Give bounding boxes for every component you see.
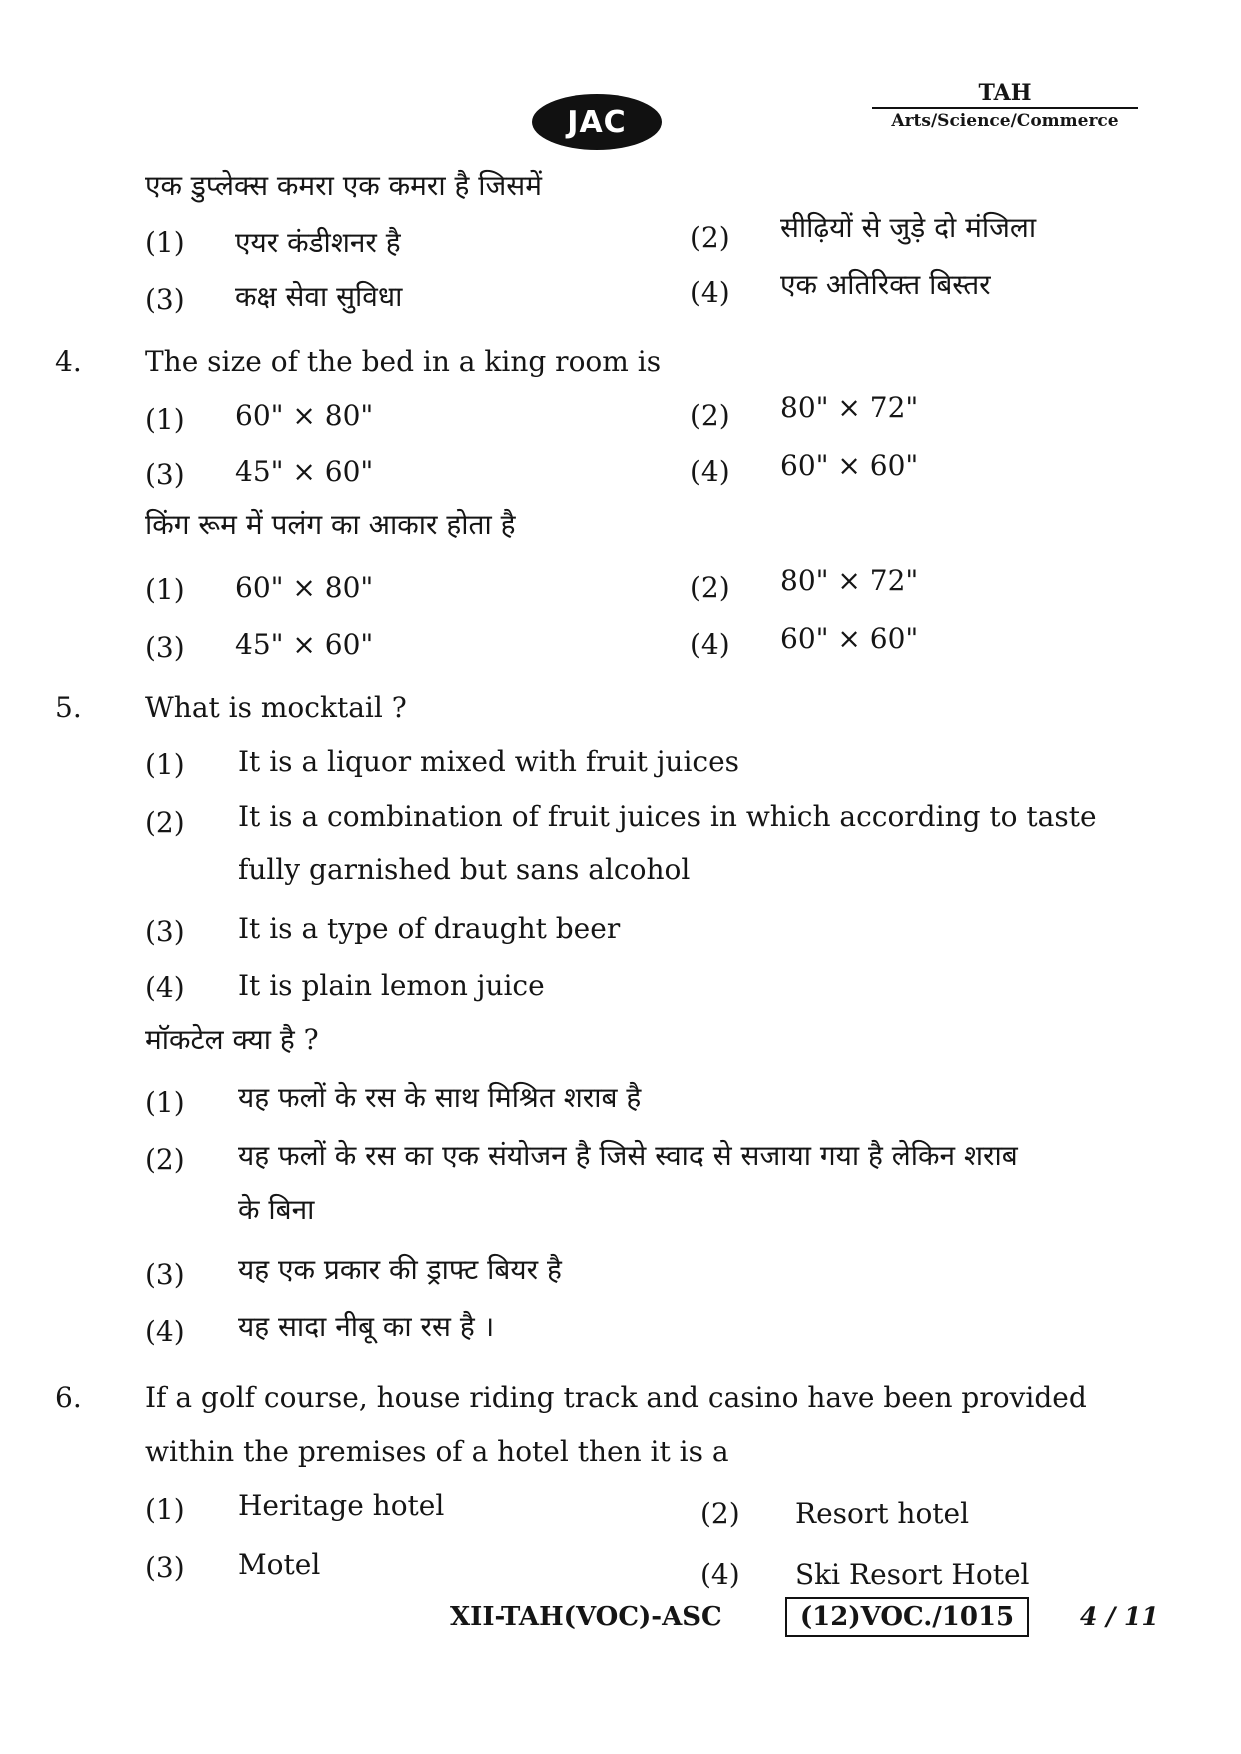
q3-hi-opt3-text: कक्ष सेवा सुविधा bbox=[235, 280, 403, 313]
q3-hi-opt3-num: (3) bbox=[145, 283, 185, 316]
subject-code: TAH bbox=[978, 80, 1032, 106]
set-code-box: (12)VOC./1015 bbox=[785, 1597, 1029, 1637]
paper-code: XII-TAH(VOC)-ASC bbox=[450, 1602, 722, 1632]
q5-hi-opt2-line2: के बिना bbox=[238, 1193, 315, 1226]
q5-stem-hi: मॉकटेल क्या है ? bbox=[145, 1023, 319, 1056]
q5-en-opt4-text: It is plain lemon juice bbox=[238, 969, 545, 1002]
q6-stem-line2: within the premises of a hotel then it is a bbox=[145, 1435, 729, 1468]
q4-hi-opt1-num: (1) bbox=[145, 573, 185, 606]
q4-hi-opt4-text: 60" × 60" bbox=[780, 622, 919, 655]
q6-opt1-num: (1) bbox=[145, 1493, 185, 1526]
q5-en-opt2-line1: It is a combination of fruit juices in which according to taste bbox=[238, 800, 1097, 833]
subject-header bbox=[870, 80, 1140, 131]
jac-logo-badge: JAC bbox=[532, 94, 662, 150]
q4-en-opt2-text: 80" × 72" bbox=[780, 391, 919, 424]
q5-en-opt2-line2: fully garnished but sans alcohol bbox=[238, 853, 691, 886]
q5-hi-opt2-num: (2) bbox=[145, 1143, 185, 1176]
q5-hi-opt1-num: (1) bbox=[145, 1086, 185, 1119]
q4-en-opt4-num: (4) bbox=[690, 455, 730, 488]
q6-opt2-text: Resort hotel bbox=[795, 1497, 970, 1530]
q5-hi-opt2-line1: यह फलों के रस का एक संयोजन है जिसे स्वाद से सजाया गया है लेकिन शराब bbox=[238, 1139, 1018, 1172]
q6-opt2-num: (2) bbox=[700, 1497, 740, 1530]
q5-en-opt3-text: It is a type of draught beer bbox=[238, 912, 621, 945]
q3-hi-opt1-num: (1) bbox=[145, 226, 185, 259]
q6-opt3-num: (3) bbox=[145, 1551, 185, 1584]
q6-opt1-text: Heritage hotel bbox=[238, 1489, 445, 1522]
q5-hi-opt1-text: यह फलों के रस के साथ मिश्रित शराब है bbox=[238, 1081, 642, 1114]
q5-en-opt3-num: (3) bbox=[145, 915, 185, 948]
q5-en-opt2-num: (2) bbox=[145, 806, 185, 839]
q4-hi-opt2-text: 80" × 72" bbox=[780, 564, 919, 597]
q5-en-opt1-num: (1) bbox=[145, 748, 185, 781]
streams-label: Arts/Science/Commerce bbox=[891, 111, 1119, 131]
q4-en-opt4-text: 60" × 60" bbox=[780, 449, 919, 482]
q3-hi-opt4-text: एक अतिरिक्त बिस्तर bbox=[780, 268, 991, 301]
q5-hi-opt4-num: (4) bbox=[145, 1315, 185, 1348]
q5-number: 5. bbox=[55, 691, 82, 724]
q3-hi-opt2-num: (2) bbox=[690, 221, 730, 254]
q5-hi-opt3-num: (3) bbox=[145, 1258, 185, 1291]
q3-hindi-stem: एक डुप्लेक्स कमरा एक कमरा है जिसमें bbox=[145, 169, 542, 202]
q5-stem-en: What is mocktail ? bbox=[145, 691, 407, 724]
q6-stem-line1: If a golf course, house riding track and casino have been provided bbox=[145, 1381, 1087, 1414]
q4-stem-en: The size of the bed in a king room is bbox=[145, 345, 662, 378]
q3-hi-opt2-text: सीढ़ियों से जुड़े दो मंजिला bbox=[780, 211, 1037, 244]
q5-hi-opt4-text: यह सादा नीबू का रस है । bbox=[238, 1310, 495, 1343]
q4-hi-opt1-text: 60" × 80" bbox=[235, 571, 374, 604]
page-number: 4 / 11 bbox=[1080, 1602, 1159, 1631]
q4-en-opt3-num: (3) bbox=[145, 458, 185, 491]
q5-en-opt4-num: (4) bbox=[145, 971, 185, 1004]
q4-hi-opt3-num: (3) bbox=[145, 631, 185, 664]
q4-hi-opt2-num: (2) bbox=[690, 571, 730, 604]
q4-stem-hi: किंग रूम में पलंग का आकार होता है bbox=[145, 508, 516, 541]
q6-opt4-text: Ski Resort Hotel bbox=[795, 1558, 1030, 1591]
q5-en-opt1-text: It is a liquor mixed with fruit juices bbox=[238, 745, 740, 778]
q4-hi-opt4-num: (4) bbox=[690, 628, 730, 661]
q3-hi-opt4-num: (4) bbox=[690, 276, 730, 309]
q6-opt4-num: (4) bbox=[700, 1558, 740, 1591]
q3-hi-opt1-text: एयर कंडीशनर है bbox=[235, 226, 401, 259]
q4-en-opt3-text: 45" × 60" bbox=[235, 455, 374, 488]
q6-opt3-text: Motel bbox=[238, 1548, 321, 1581]
q4-en-opt2-num: (2) bbox=[690, 399, 730, 432]
q4-en-opt1-num: (1) bbox=[145, 403, 185, 436]
q4-hi-opt3-text: 45" × 60" bbox=[235, 628, 374, 661]
q5-hi-opt3-text: यह एक प्रकार की ड्राफ्ट बियर है bbox=[238, 1253, 562, 1286]
q4-number: 4. bbox=[55, 345, 82, 378]
header-divider bbox=[872, 107, 1138, 109]
q4-en-opt1-text: 60" × 80" bbox=[235, 399, 374, 432]
q6-number: 6. bbox=[55, 1381, 82, 1414]
